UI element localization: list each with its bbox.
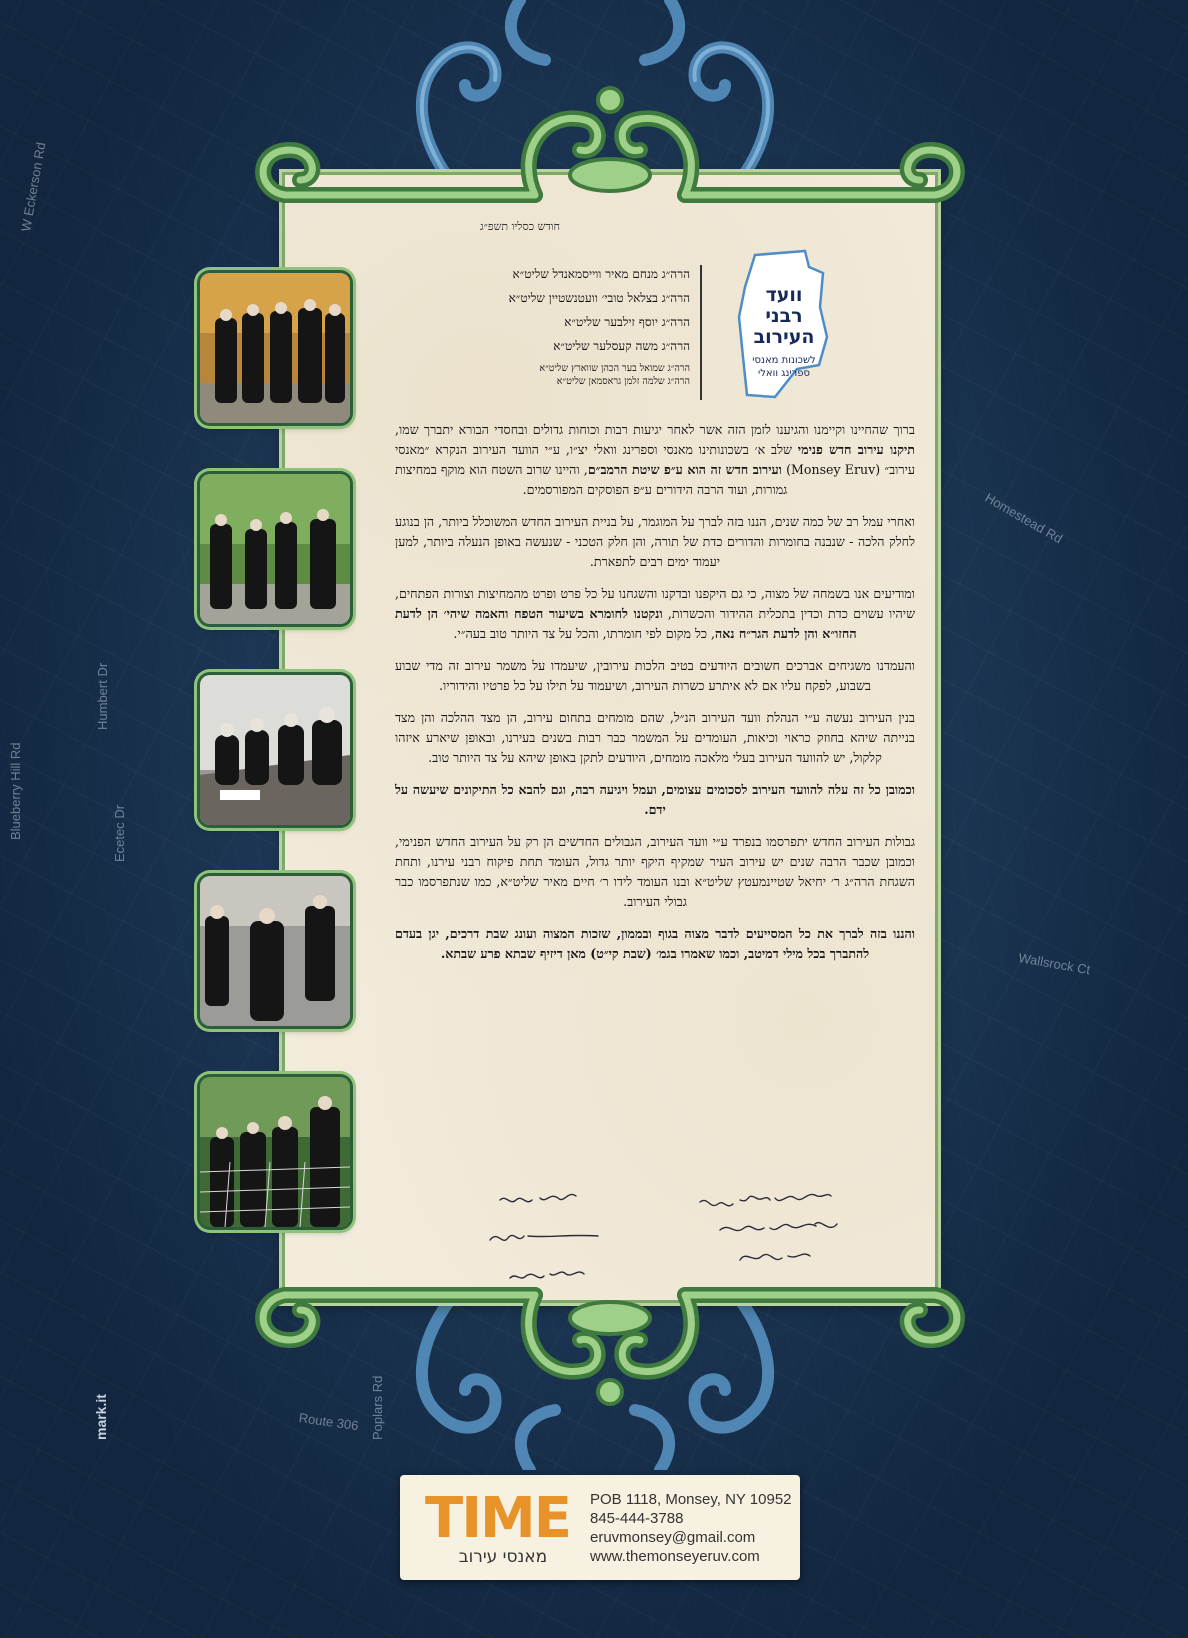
- paragraph: והעמדנו משגיחים אברכים חשובים היודעים בטיב הלכות עירובין, שיעמדו על משמר עירוב זה מדי שבוע בשבוע, לפקח עליו אם לא איתרע כשרות העירוב, ושיעמוד על תילו על כל פרטיו והידוריו.: [395, 658, 915, 693]
- logo-subtitle: מאנסי עירוב: [458, 1547, 548, 1567]
- map-street-label: W Eckerson Rd: [18, 141, 49, 233]
- paragraph: וכמובן כל זה עלה להוועד העירוב לסכומים עצומים, ועמל ויגיעה רבה, וגם להבא כל התיקונים שיעשה על ידם.: [395, 782, 915, 817]
- contact-website[interactable]: www.themonseyeruv.com: [590, 1548, 760, 1565]
- rabbi-name-small: הרה״ג שלמה זלמן גראסמאן שליט״א: [556, 376, 690, 387]
- text-run: , והיינו שרוב השטח הוא מוקף במחיצות גמורות, ועוד הרבה הידורים ע״פ הפוסקים המפורסמים.: [395, 462, 788, 497]
- paragraph: ואחרי עמל רב של כמה שנים, הננו בזה לברך על המוגמר, על בניית העירוב החדש המשוכלל ביותר, הן בנוגע לחלק הלכה - שנבנה בחומרות והדורים כדת של תורה, והן חלק הטכני - שנעשה באופן הנעלה ביותר, למען יעמוד ימים רבים לתפארת.: [395, 514, 915, 569]
- map-street-label: Poplars Rd: [370, 1375, 385, 1440]
- organization-block: [738, 285, 830, 380]
- text-run: שלב א׳ בשכונותינו מאנסי וספרינג וואלי יצ״ו, ע״י הוועד העירוב הנקרא ״מאנסי עירוב״ (Monsey Eruv): [395, 442, 916, 477]
- rabbi-name: הרה״ג מנחם מאיר ווייסמאנדל שליט״א: [512, 267, 690, 281]
- green-frame-ornament-top: [245, 80, 975, 230]
- bold-text-run: ונקטנו לחומרא בשיעור הטפח והאמה שיהי׳ הן לדעת החזו״א והן לדעת הגר״ח נאה: [395, 606, 857, 641]
- organization-name-line: רבני: [765, 305, 803, 327]
- rabbis-list: [450, 262, 690, 388]
- contact-email[interactable]: eruvmonsey@gmail.com: [590, 1529, 756, 1546]
- text-run: ומודיעים אנו בשמחה של מצוה, כי גם היקפנו ובדקנו והשגחנו על כל פרט ופרט מהמחיצות וצורות הפתחים, שיהיו עשוים כדת וכדין בתכלית ההידור והכשרות,: [395, 586, 915, 621]
- paragraph: [395, 420, 915, 500]
- rabbi-name: הרה״ג בצלאל טובי׳ וועטנשטיין שליט״א: [508, 291, 690, 305]
- rabbi-name-small: הרה״ג שמואל בער הכהן שווארץ שליט״א: [539, 363, 690, 374]
- bold-text-run: ועירוב חדש זה הוא ע״פ שיטת הרמב״ם: [587, 462, 782, 477]
- rabbi-name: הרה״ג יוסף זילבער שליט״א: [564, 315, 690, 329]
- organization-name-line: העירוב: [753, 326, 815, 348]
- photo-rabbis-on-lawn: [200, 474, 350, 624]
- text-run: , כל מקום לפי חומרתו, והכל על צד היותר טוב בעה״י.: [453, 626, 716, 641]
- date-line: חודש כסליו תשפ״ג: [480, 220, 560, 233]
- map-street-label: Blueberry Hill Rd: [8, 742, 23, 840]
- photo-rabbis-meeting-table: [200, 675, 350, 825]
- map-street-label: Route 306: [297, 1410, 360, 1434]
- designer-mark: mark.it: [93, 1394, 109, 1440]
- header-divider: [700, 265, 702, 400]
- map-street-label: Wallsrock Ct: [1017, 950, 1092, 978]
- paragraph: [395, 584, 915, 644]
- contact-address: POB 1118, Monsey, NY 10952: [590, 1491, 792, 1508]
- organization-name-line: וועד: [765, 284, 803, 306]
- time-logo: TIME: [425, 1486, 571, 1551]
- contact-details: [590, 1490, 792, 1566]
- bold-text-run: תיקנו עירוב חדש פנימי: [797, 442, 915, 457]
- letter-body: [395, 420, 915, 976]
- paragraph: והננו בזה לברך את כל המסייעים לדבר מצוה בגוף ובממון, שזכות המצוה ועונג שבת דרכים, יגן בעדם להתברך בכל מילי דמיטב, וכמו שאמרו בגמ׳ (שבת קי״ט) מאן דיזיף שבתא פרע שבתא.: [395, 926, 915, 961]
- contact-card: [400, 1475, 800, 1580]
- rabbis-signatures: [470, 1190, 910, 1305]
- photo-rabbis-inspecting: [200, 876, 350, 1026]
- map-street-label: Ecetec Dr: [112, 804, 127, 862]
- photo-rabbis-at-fence: [200, 1077, 350, 1227]
- map-street-label: Humbert Dr: [95, 662, 110, 730]
- map-street-label: Homestead Rd: [982, 490, 1066, 547]
- paragraph: בנין העירוב נעשה ע״י הנהלת וועד העירוב הנ״ל, שהם מומחים בתחום עירוב, הן מצד ההלכה והן מצד בנייתה שיהא בחוזק כראוי וכיאות, העומדים על המשמר כבר רבות בשנים בעירנו, ובאופן שיארע איזהו קלקול, יש להוועד העירוב בעלי מלאכה מומחים, היודעים לתקן באופן שיהא על צד היותר טוב.: [395, 710, 915, 765]
- text-run: ברוך שהחיינו וקיימנו והגיענו לזמן הזה אשר לאחר יגיעות רבות וכוחות גדולים ובחסדי הבורא יתברך שמו,: [395, 422, 915, 437]
- organization-subtitle: ספרינג וואלי: [758, 368, 810, 379]
- contact-phone[interactable]: 845-444-3788: [590, 1510, 684, 1527]
- rabbi-name: הרה״ג משה קעסלער שליט״א: [553, 339, 690, 353]
- organization-subtitle: לשכונות מאנסי: [752, 355, 816, 366]
- paragraph: גבולות העירוב החדש יתפרסמו בנפרד ע״י וועד העירוב, הגבולים החדשים הן רק על העירוב החדש הפנימי, וכמובן שכבר הרבה שנים יש עירוב העיר שמקיף היקף יותר גדול, העומד תחת פיקוח רבני עירנו, ותחת השגחת הרה״ג ר׳ יחיאל שטיינמעטץ שליט״א ובנו העומד לידו ר׳ חיים מאיר שליט״א, כמו שנתפרסמו כבר גבולי העירוב.: [395, 834, 915, 909]
- photo-rabbis-walking-autumn: [200, 273, 350, 423]
